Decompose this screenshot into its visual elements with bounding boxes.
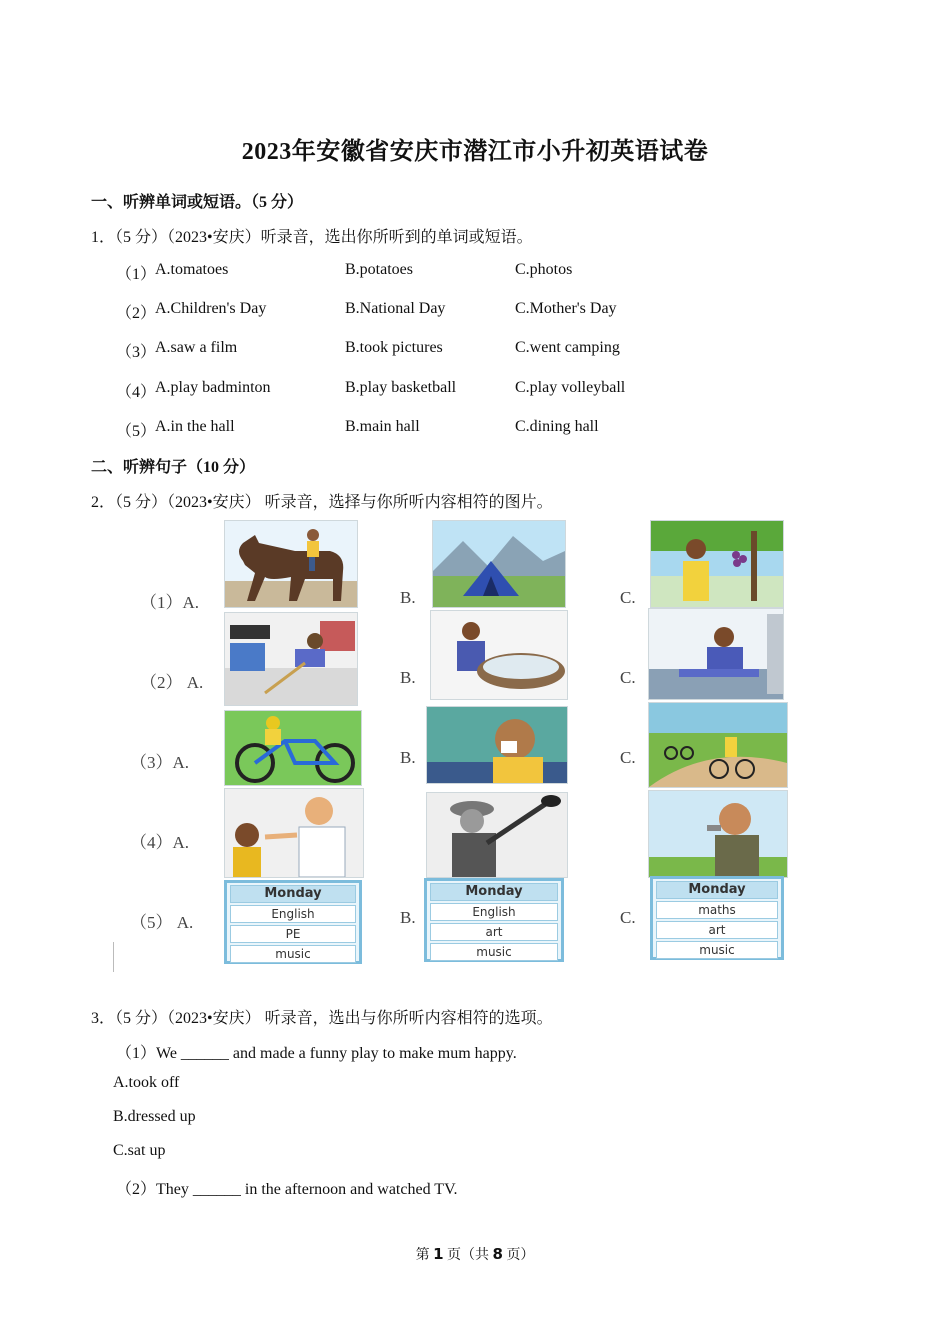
schedule-subject: English bbox=[430, 903, 558, 921]
footer-post: 页） bbox=[506, 1248, 535, 1263]
option-c[interactable]: C.play volleyball bbox=[515, 379, 626, 396]
pic-label: （1）A. bbox=[140, 593, 200, 612]
horse-riding-picture[interactable] bbox=[224, 520, 358, 608]
pic-label: （2） A. bbox=[140, 673, 204, 692]
item-number: （1） bbox=[116, 266, 157, 283]
schedule-subject: PE bbox=[230, 925, 356, 943]
option-b[interactable]: B.potatoes bbox=[345, 261, 413, 278]
pic-label: （5） A. bbox=[130, 913, 194, 932]
option-a[interactable]: A.play badminton bbox=[155, 379, 271, 396]
blowing-whistle-picture[interactable] bbox=[648, 790, 788, 878]
schedule-subject: maths bbox=[656, 901, 778, 919]
schedule-card-a[interactable] bbox=[224, 880, 362, 964]
question-2-stem: 2．（5 分）（2023•安庆） 听录音，选择与你所听内容相符的图片。 bbox=[91, 494, 553, 511]
schedule-subject: music bbox=[656, 941, 778, 959]
schedule-subject: art bbox=[656, 921, 778, 939]
farmer-shovel-picture[interactable] bbox=[426, 792, 568, 878]
question-3-stem: 3．（5 分）（2023•安庆） 听录音，选出与你所听内容相符的选项。 bbox=[91, 1010, 553, 1027]
doctor-patient-picture[interactable] bbox=[224, 788, 364, 878]
option-a[interactable]: A.Children's Day bbox=[155, 300, 267, 317]
pic-label: C. bbox=[620, 748, 636, 767]
pic-label: B. bbox=[400, 908, 416, 927]
mopping-floor-picture[interactable] bbox=[224, 612, 358, 706]
option-c[interactable]: C.photos bbox=[515, 261, 573, 278]
option-a[interactable]: A.in the hall bbox=[155, 418, 235, 435]
item-number: （4） bbox=[116, 384, 157, 401]
option-a[interactable]: A.saw a film bbox=[155, 339, 238, 356]
schedule-card-c[interactable] bbox=[650, 876, 784, 960]
pic-label: C. bbox=[620, 588, 636, 607]
pic-label: （4）A. bbox=[130, 833, 190, 852]
schedule-subject: English bbox=[230, 905, 356, 923]
option-c[interactable]: C.dining hall bbox=[515, 418, 599, 435]
schedule-day: Monday bbox=[656, 881, 778, 899]
option-a[interactable]: A.took off bbox=[113, 1074, 180, 1091]
page-footer bbox=[0, 1244, 950, 1264]
page-number: 1 bbox=[433, 1245, 444, 1263]
item-number: （3） bbox=[116, 344, 157, 361]
option-c[interactable]: C.sat up bbox=[113, 1142, 166, 1159]
page-title: 2023年安徽省安庆市潜江市小升初英语试卷 bbox=[241, 139, 709, 165]
pic-label: C. bbox=[620, 908, 636, 927]
pic-label: B. bbox=[400, 668, 416, 687]
picking-grapes-picture[interactable] bbox=[650, 520, 784, 608]
washing-clothes-picture[interactable] bbox=[430, 610, 568, 700]
schedule-subject: music bbox=[230, 945, 356, 963]
option-c[interactable]: C.went camping bbox=[515, 339, 620, 356]
schedule-day: Monday bbox=[230, 885, 356, 903]
question-1-stem: 1．（5 分）（2023•安庆）听录音，选出你所听到的单词或短语。 bbox=[91, 229, 533, 246]
option-a[interactable]: A.tomatoes bbox=[155, 261, 229, 278]
option-b[interactable]: B.National Day bbox=[345, 300, 446, 317]
schedule-subject: music bbox=[430, 943, 558, 961]
question-3-sub-1: （1）We ______ and made a funny play to make mum happy. bbox=[116, 1045, 517, 1062]
boy-at-desk-picture[interactable] bbox=[648, 608, 784, 700]
option-c[interactable]: C.Mother's Day bbox=[515, 300, 617, 317]
pic-label: B. bbox=[400, 588, 416, 607]
footer-mid: 页（共 bbox=[447, 1248, 489, 1263]
boy-with-tissue-picture[interactable] bbox=[426, 706, 568, 784]
item-number: （2） bbox=[116, 305, 157, 322]
option-b[interactable]: B.dressed up bbox=[113, 1108, 196, 1125]
schedule-day: Monday bbox=[430, 883, 558, 901]
schedule-card-b[interactable] bbox=[424, 878, 564, 962]
camping-tent-picture[interactable] bbox=[432, 520, 566, 608]
section-heading-2: 二、听辨句子（10 分） bbox=[91, 459, 256, 476]
schedule-subject: art bbox=[430, 923, 558, 941]
divider-mark bbox=[113, 942, 114, 972]
riding-bike-picture[interactable] bbox=[224, 710, 362, 786]
pic-label: （3）A. bbox=[130, 753, 190, 772]
pic-label: B. bbox=[400, 748, 416, 767]
option-b[interactable]: B.play basketball bbox=[345, 379, 457, 396]
kids-cycling-picture[interactable] bbox=[648, 702, 788, 788]
item-number: （5） bbox=[116, 423, 157, 440]
option-b[interactable]: B.took pictures bbox=[345, 339, 443, 356]
pic-label: C. bbox=[620, 668, 636, 687]
option-b[interactable]: B.main hall bbox=[345, 418, 420, 435]
question-3-sub-2: （2）They ______ in the afternoon and watched TV. bbox=[116, 1181, 458, 1198]
footer-pre: 第 bbox=[415, 1248, 430, 1263]
section-heading-1: 一、听辨单词或短语。（5 分） bbox=[91, 194, 304, 211]
page-total: 8 bbox=[492, 1245, 503, 1263]
